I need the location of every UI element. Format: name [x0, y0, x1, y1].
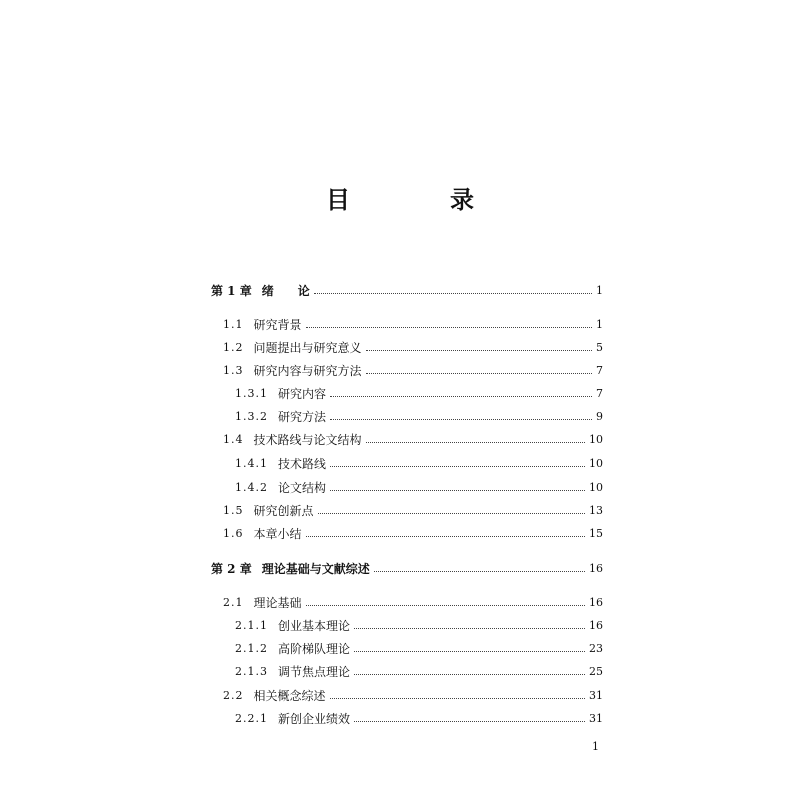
toc-entry-number: 1.2	[223, 341, 244, 354]
toc-entry-1-5[interactable]	[223, 503, 603, 519]
toc-entry-1-3-2[interactable]	[235, 409, 603, 425]
toc-entry-2-1-3[interactable]	[235, 664, 603, 680]
toc-entry-number: 2.2.1	[235, 712, 268, 725]
toc-entry-1-4-1[interactable]	[235, 456, 603, 472]
toc-entry-number: 1.4.2	[235, 481, 268, 494]
toc-entry-1-1[interactable]	[223, 317, 603, 333]
toc-entry-number: 1.3.2	[235, 410, 268, 423]
toc-entry-number: 1.5	[223, 504, 244, 517]
toc-entry-page: 13	[589, 504, 603, 517]
toc-entry-page: 7	[596, 364, 603, 377]
dot-leader	[330, 465, 585, 467]
toc-entry-title: 问题提出与研究意义	[253, 341, 362, 355]
toc-entry-number: 2.1	[223, 596, 244, 609]
page-number: 1	[592, 740, 599, 753]
dot-leader	[330, 395, 592, 397]
toc-entry-page: 10	[589, 457, 603, 470]
toc-entry-page: 16	[589, 596, 603, 609]
toc-entry-page: 16	[589, 562, 603, 575]
toc-entry-number: 1.3.1	[235, 387, 268, 400]
toc-entry-title: 调节焦点理论	[278, 665, 351, 679]
toc-entry-title: 研究背景	[253, 318, 302, 332]
toc-entry-title: 技术路线与论文结构	[253, 433, 362, 447]
toc-entry-title: 高阶梯队理论	[278, 642, 351, 656]
toc-entry-page: 10	[589, 481, 603, 494]
toc-entry-number: 1.3	[223, 364, 244, 377]
toc-entry-chapter-1[interactable]	[211, 283, 603, 299]
toc-entry-page: 15	[589, 527, 603, 540]
toc-entry-number: 1.6	[223, 527, 244, 540]
toc-entry-title: 技术路线	[278, 457, 327, 471]
toc-entry-page: 7	[596, 387, 603, 400]
toc-entry-title: 研究内容	[278, 387, 327, 401]
dot-leader	[354, 673, 585, 675]
toc-entry-title: 理论基础	[253, 596, 302, 610]
toc-entry-2-1-1[interactable]	[235, 618, 603, 634]
toc-entry-1-2[interactable]	[223, 340, 603, 356]
toc-entry-2-1-2[interactable]	[235, 641, 603, 657]
toc-entry-number: 2.1.2	[235, 642, 268, 655]
dot-leader	[366, 441, 585, 443]
toc-entry-page: 10	[589, 433, 603, 446]
toc-entry-number: 1.1	[223, 318, 244, 331]
dot-leader	[354, 650, 585, 652]
dot-leader	[330, 489, 585, 491]
toc-entry-title: 本章小结	[253, 527, 302, 541]
dot-leader	[366, 372, 592, 374]
dot-leader	[306, 535, 585, 537]
toc-entry-page: 9	[596, 410, 603, 423]
toc-entry-number: 2.1.3	[235, 665, 268, 678]
toc-entry-page: 31	[589, 689, 603, 702]
toc-entry-title: 创业基本理论	[278, 619, 351, 633]
toc-entry-page: 16	[589, 619, 603, 632]
toc-entry-page: 1	[596, 284, 603, 297]
dot-leader	[354, 627, 585, 629]
dot-leader	[354, 720, 585, 722]
toc-entry-page: 1	[596, 318, 603, 331]
toc-entry-title: 研究内容与研究方法	[253, 364, 362, 378]
toc-entry-title: 研究方法	[278, 410, 327, 424]
toc-entry-title: 新创企业绩效	[278, 712, 351, 726]
toc-entry-2-2[interactable]	[223, 688, 603, 704]
toc-entry-number: 2.1.1	[235, 619, 268, 632]
toc-entry-page: 23	[589, 642, 603, 655]
toc-entry-number: 第 2 章	[211, 562, 252, 576]
toc-entry-page: 31	[589, 712, 603, 725]
toc-entry-title: 绪 论	[261, 284, 310, 298]
toc-entry-1-4[interactable]	[223, 432, 603, 448]
toc-entry-title: 论文结构	[278, 481, 327, 495]
toc-entry-number: 1.4	[223, 433, 244, 446]
toc-entry-number: 1.4.1	[235, 457, 268, 470]
toc-entry-1-4-2[interactable]	[235, 480, 603, 496]
toc-entry-title: 研究创新点	[253, 504, 314, 518]
toc-entry-chapter-2[interactable]	[211, 561, 603, 577]
toc-entry-1-6[interactable]	[223, 526, 603, 542]
dot-leader	[314, 292, 592, 294]
dot-leader	[330, 418, 592, 420]
dot-leader	[330, 697, 585, 699]
dot-leader	[306, 326, 592, 328]
toc-entry-title: 相关概念综述	[253, 689, 326, 703]
toc-title: 目 录	[326, 185, 512, 214]
toc-entry-page: 25	[589, 665, 603, 678]
toc-entry-page: 5	[596, 341, 603, 354]
toc-entry-number: 2.2	[223, 689, 244, 702]
toc-entry-1-3[interactable]	[223, 363, 603, 379]
dot-leader	[366, 349, 592, 351]
dot-leader	[374, 570, 585, 572]
dot-leader	[306, 604, 585, 606]
toc-entry-2-2-1[interactable]	[235, 711, 603, 727]
toc-entry-title: 理论基础与文献综述	[261, 562, 370, 576]
toc-entry-number: 第 1 章	[211, 284, 252, 298]
dot-leader	[318, 512, 585, 514]
toc-entry-1-3-1[interactable]	[235, 386, 603, 402]
toc-entry-2-1[interactable]	[223, 595, 603, 611]
